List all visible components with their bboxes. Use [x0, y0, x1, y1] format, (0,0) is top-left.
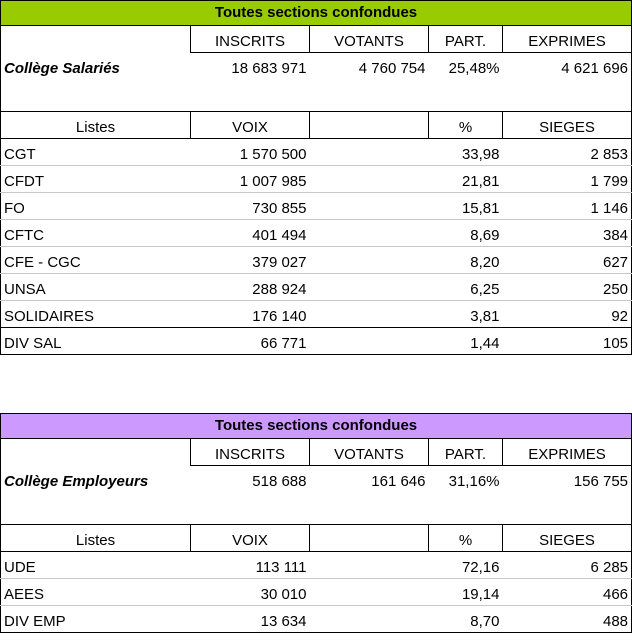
list-name: UNSA: [1, 274, 191, 301]
list-header-sieges: SIEGES: [503, 525, 632, 552]
col-exprimes: EXPRIMES: [503, 26, 632, 53]
list-sieges: 105: [503, 328, 632, 355]
list-name: CFE - CGC: [1, 247, 191, 274]
spacer: [1, 79, 632, 112]
table-row: [1, 579, 632, 606]
empty-cell: [1, 439, 191, 466]
list-pct: 8,69: [429, 220, 503, 247]
blank-cell: [310, 220, 429, 247]
college-label: Collège Employeurs: [1, 466, 191, 493]
blank-cell: [310, 247, 429, 274]
employeurs-banner: Toutes sections confondues: [1, 414, 632, 439]
list-header-sieges: SIEGES: [503, 112, 632, 139]
list-pct: 19,14: [429, 579, 503, 606]
list-header-pct: %: [429, 112, 503, 139]
list-pct: 8,20: [429, 247, 503, 274]
college-label: Collège Salariés: [1, 53, 191, 80]
summary-inscrits: 18 683 971: [231, 60, 307, 77]
blank-cell: [310, 328, 429, 355]
list-voix: 1 007 985: [191, 166, 310, 193]
table-row: [1, 552, 632, 579]
table-row: [1, 328, 632, 355]
col-part: PART.: [429, 439, 503, 466]
list-pct: 6,25: [429, 274, 503, 301]
list-pct: 72,16: [429, 552, 503, 579]
col-part: PART.: [429, 26, 503, 53]
summary-votants: 161 646: [371, 473, 426, 490]
summary-inscrits: 518 688: [252, 473, 307, 490]
list-header-voix: VOIX: [191, 112, 310, 139]
list-sieges: 92: [503, 301, 632, 328]
list-voix: 176 140: [191, 301, 310, 328]
blank-cell: [310, 166, 429, 193]
list-sieges: 6 285: [503, 552, 632, 579]
list-voix: 30 010: [191, 579, 310, 606]
list-name: DIV EMP: [1, 606, 191, 633]
list-name: CFDT: [1, 166, 191, 193]
list-pct: 21,81: [429, 166, 503, 193]
list-name: AEES: [1, 579, 191, 606]
blank-cell: [310, 606, 429, 633]
list-sieges: 1 146: [503, 193, 632, 220]
col-votants: VOTANTS: [310, 439, 429, 466]
table-row: [1, 274, 632, 301]
list-name: CFTC: [1, 220, 191, 247]
list-header-blank: [310, 525, 429, 552]
list-sieges: 466: [503, 579, 632, 606]
list-voix: 730 855: [191, 193, 310, 220]
list-voix: 401 494: [191, 220, 310, 247]
col-inscrits: INSCRITS: [191, 26, 310, 53]
list-name: CGT: [1, 139, 191, 166]
list-name: SOLIDAIRES: [1, 301, 191, 328]
list-pct: 3,81: [429, 301, 503, 328]
list-name: DIV SAL: [1, 328, 191, 355]
list-pct: 33,98: [429, 139, 503, 166]
list-name: FO: [1, 193, 191, 220]
blank-cell: [310, 552, 429, 579]
list-sieges: 250: [503, 274, 632, 301]
table-row: [1, 301, 632, 328]
list-pct: 8,70: [429, 606, 503, 633]
salaries-banner: Toutes sections confondues: [1, 1, 632, 26]
list-voix: 113 111: [191, 552, 310, 579]
col-exprimes: EXPRIMES: [503, 439, 632, 466]
list-sieges: 627: [503, 247, 632, 274]
employeurs-table: [0, 413, 632, 633]
blank-cell: [310, 139, 429, 166]
spacer: [1, 492, 632, 525]
list-header-blank: [310, 112, 429, 139]
summary-part: 31,16%: [448, 473, 500, 490]
col-votants: VOTANTS: [310, 26, 429, 53]
list-sieges: 488: [503, 606, 632, 633]
table-row: [1, 166, 632, 193]
list-voix: 288 924: [191, 274, 310, 301]
summary-exprimes: 156 755: [503, 466, 632, 493]
blank-cell: [310, 193, 429, 220]
summary-part: 25,48%: [448, 60, 500, 77]
table-row: [1, 139, 632, 166]
table-row: [1, 220, 632, 247]
col-inscrits: INSCRITS: [191, 439, 310, 466]
blank-cell: [310, 301, 429, 328]
list-voix: 1 570 500: [191, 139, 310, 166]
blank-cell: [310, 579, 429, 606]
table-row: [1, 606, 632, 633]
list-header-voix: VOIX: [191, 525, 310, 552]
list-name: UDE: [1, 552, 191, 579]
list-sieges: 1 799: [503, 166, 632, 193]
list-sieges: 2 853: [503, 139, 632, 166]
list-voix: 13 634: [191, 606, 310, 633]
list-sieges: 384: [503, 220, 632, 247]
list-voix: 66 771: [191, 328, 310, 355]
blank-cell: [310, 274, 429, 301]
list-pct: 15,81: [429, 193, 503, 220]
table-row: [1, 193, 632, 220]
summary-votants: 4 760 754: [358, 60, 426, 77]
list-header-pct: %: [429, 525, 503, 552]
table-row: [1, 247, 632, 274]
list-voix: 379 027: [191, 247, 310, 274]
summary-exprimes: 4 621 696: [503, 53, 632, 80]
empty-cell: [1, 26, 191, 53]
list-header-listes: Listes: [1, 525, 191, 552]
list-pct: 1,44: [429, 328, 503, 355]
list-header-listes: Listes: [1, 112, 191, 139]
